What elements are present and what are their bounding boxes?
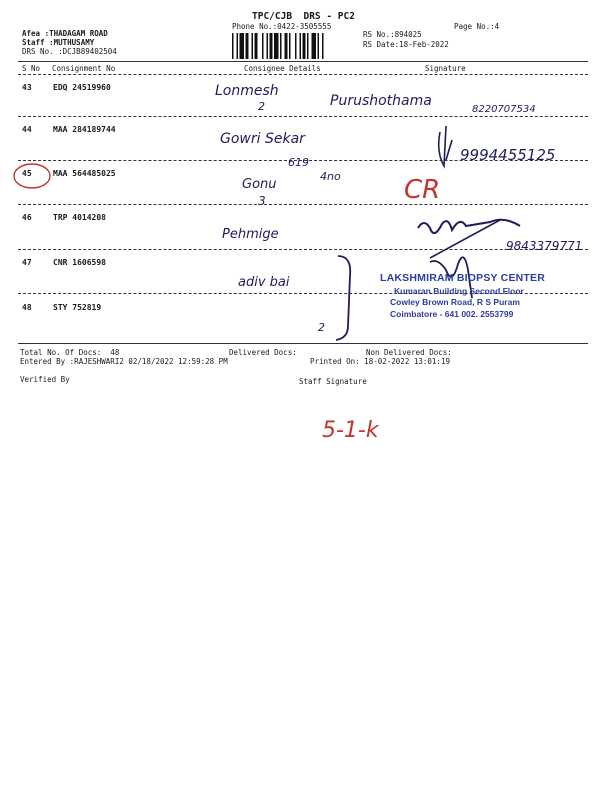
staff-signature-label: Staff Signature	[299, 377, 367, 386]
barcode-bar	[274, 33, 279, 59]
barcode-bar	[262, 33, 264, 59]
row-consignment: TRP 4014208	[53, 213, 106, 222]
page-number: Page No.:4	[454, 22, 500, 31]
barcode-bar	[246, 33, 249, 59]
row-sno: 47	[22, 258, 32, 267]
barcode-bar	[318, 33, 320, 59]
col-signature: Signature	[425, 64, 466, 73]
handwritten-number: 4no	[320, 170, 341, 183]
barcode-bar	[270, 33, 273, 59]
stamp-line: Cowley Brown Road, R S Puram	[390, 297, 520, 307]
non-delivered-docs: Non Delivered Docs:	[366, 348, 452, 357]
handwritten-mark: 2	[258, 100, 265, 113]
entered-by: Entered By :RAJESHWARI2 02/18/2022 12:59:28 PM	[20, 357, 228, 366]
handwritten-mark: 3	[258, 194, 266, 208]
handwritten-number: 619	[288, 156, 309, 169]
table-rule-bottom	[18, 343, 588, 344]
row-consignment: EDQ 24519960	[53, 83, 111, 92]
row-consignment: CNR 1606598	[53, 258, 106, 267]
staff-label: Staff :MUTHUSAMY	[22, 38, 95, 47]
row-consignment: MAA 564485025	[53, 169, 116, 178]
barcode-bar	[307, 33, 309, 59]
bracket-mark	[336, 256, 350, 340]
total-docs: Total No. Of Docs: 48	[20, 348, 120, 357]
barcode	[232, 33, 354, 59]
barcode-bar	[312, 33, 317, 59]
handwritten-initials: CR	[404, 175, 441, 205]
rs-number: RS No.:894025	[363, 30, 422, 39]
stamp-line: Kumaran Building Second Floor	[394, 286, 524, 296]
signature-scribble	[418, 220, 520, 233]
row-consignment: STY 752819	[53, 303, 102, 312]
row-divider	[18, 204, 588, 205]
col-consignment: Consignment No	[52, 64, 116, 73]
barcode-bar	[240, 33, 245, 59]
handwritten-name: Lonmesh	[215, 83, 279, 99]
handwritten-mark: 2	[318, 321, 325, 334]
stamp-line: LAKSHMIRAM BIOPSY CENTER	[380, 272, 546, 284]
handwritten-name: adiv bai	[238, 275, 290, 290]
barcode-bar	[252, 33, 254, 59]
row-sno: 45	[22, 169, 32, 178]
col-sno: S No	[22, 64, 41, 73]
company-stamp	[380, 272, 590, 332]
barcode-bar	[322, 33, 324, 59]
row-consignment: MAA 284189744	[53, 125, 116, 134]
handwritten-phone: 8220707534	[472, 104, 536, 115]
signature-slash	[430, 220, 500, 258]
barcode-bar	[300, 33, 302, 59]
verified-by: Verified By	[20, 375, 70, 384]
barcode-bar	[280, 33, 282, 59]
row-sno: 46	[22, 213, 32, 222]
report-title: TPC/CJB DRS - PC2	[252, 11, 355, 22]
header-rule-bottom	[18, 74, 588, 75]
barcode-bar	[267, 33, 269, 59]
handwritten-name: Gowri Sekar	[220, 131, 305, 147]
row-divider	[18, 116, 588, 117]
handwritten-name: Gonu	[242, 177, 277, 192]
barcode-bar	[303, 33, 306, 59]
barcode-bar	[295, 33, 297, 59]
handwritten-signature: Purushothama	[330, 93, 432, 109]
drs-number: DRS No. :DCJB89402504	[22, 47, 117, 56]
phone-number: Phone No.:0422-3505555	[232, 22, 332, 31]
col-consignee: Consignee Details	[244, 64, 321, 73]
handwritten-staff-signature: 5-1-k	[322, 418, 379, 443]
barcode-bar	[237, 33, 239, 59]
row-sno: 43	[22, 83, 32, 92]
handwritten-phone: 9994455125	[460, 146, 556, 164]
header-rule-top	[18, 61, 588, 62]
barcode-bar	[289, 33, 291, 59]
row-divider	[18, 249, 588, 250]
handwritten-name: Pehmige	[222, 227, 279, 242]
delivered-docs: Delivered Docs:	[229, 348, 297, 357]
barcode-bar	[255, 33, 258, 59]
barcode-bar	[232, 33, 234, 59]
handwritten-phone: 9843379771	[506, 239, 583, 253]
area-label: Afea :THADAGAM ROAD	[22, 29, 108, 38]
barcode-bar	[285, 33, 288, 59]
stamp-line: Coimbatore - 641 002. 2553799	[390, 309, 514, 319]
rs-date: RS Date:18-Feb-2022	[363, 40, 449, 49]
red-circle-mark	[14, 164, 50, 188]
printed-on: Printed On: 18-02-2022 13:01:19	[310, 357, 450, 366]
row-sno: 48	[22, 303, 32, 312]
row-sno: 44	[22, 125, 32, 134]
